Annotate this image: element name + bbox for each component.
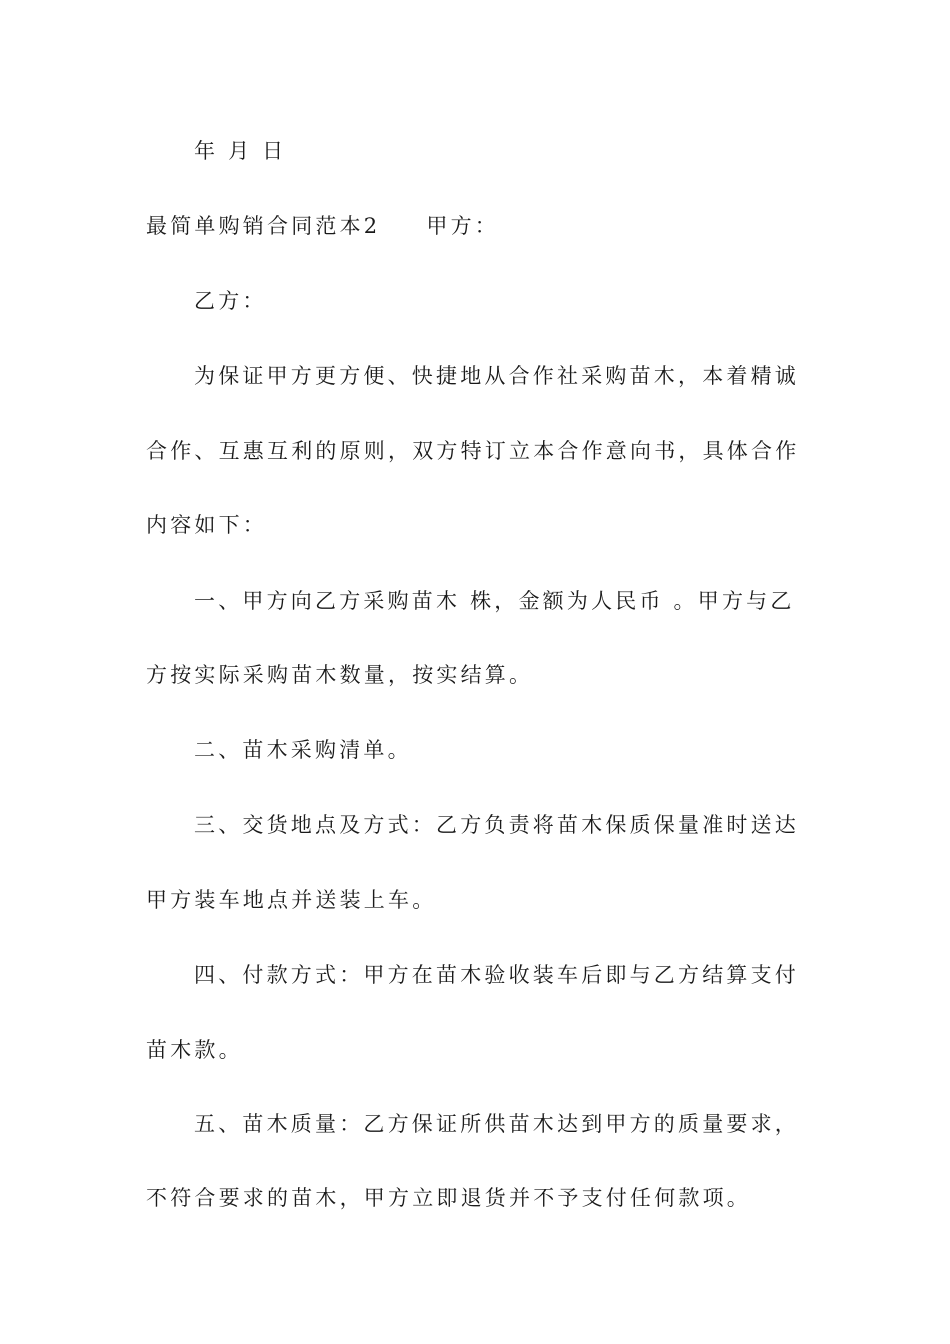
paragraph-line: 合作、互惠互利的原则，双方特订立本合作意向书，具体合作 [146, 439, 800, 463]
clause-3-line: 甲方装车地点并送装上车。 [146, 888, 437, 912]
clause-3-line: 三、交货地点及方式：乙方负责将苗木保质保量准时送达 [194, 813, 799, 837]
paragraph-line: 内容如下： [146, 513, 267, 537]
clause-1-line: 方按实际采购苗木数量，按实结算。 [146, 663, 534, 687]
clause-4-line: 苗木款。 [146, 1038, 243, 1062]
clause-5-line: 不符合要求的苗木，甲方立即退货并不予支付任何款项。 [146, 1186, 751, 1210]
party-b-label: 乙方： [194, 289, 267, 313]
date-line: 年 月 日 [194, 139, 287, 163]
document-title: 最简单购销合同范本2 [146, 214, 381, 238]
title-line [146, 211, 826, 241]
clause-1-line: 一、甲方向乙方采购苗木 株，金额为人民币 。甲方与乙 [194, 589, 795, 613]
clause-4-line: 四、付款方式：甲方在苗木验收装车后即与乙方结算支付 [194, 963, 799, 987]
party-a-label: 甲方： [426, 214, 499, 238]
clause-2-line: 二、苗木采购清单。 [194, 738, 412, 762]
clause-5-line: 五、苗木质量：乙方保证所供苗木达到甲方的质量要求， [194, 1112, 799, 1136]
paragraph-line: 为保证甲方更方便、快捷地从合作社采购苗木，本着精诚 [194, 364, 799, 388]
